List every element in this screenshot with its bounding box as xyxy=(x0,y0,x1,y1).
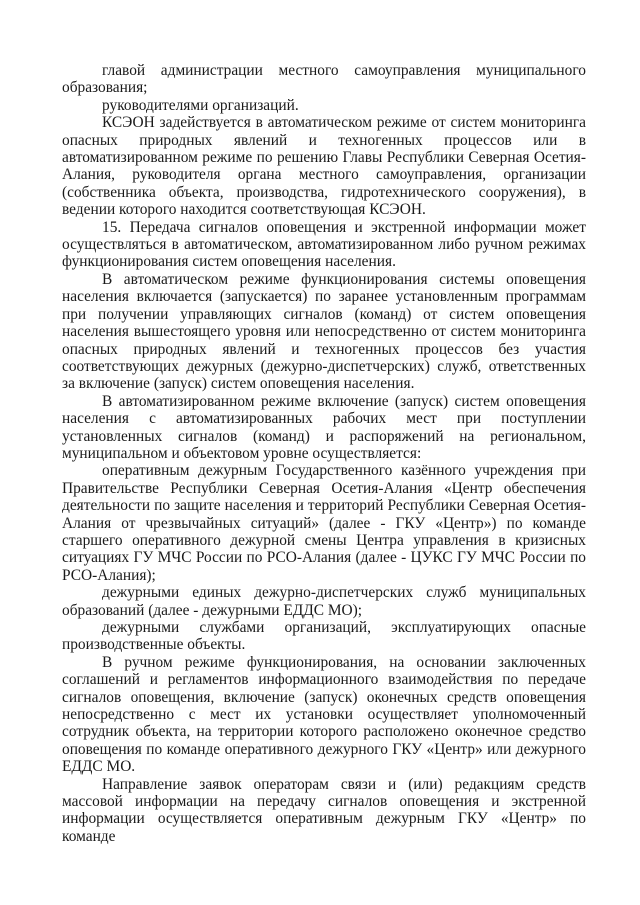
paragraph: главой администрации местного самоуправления муниципального образования; xyxy=(62,62,586,97)
paragraph: Направление заявок операторам связи и (или) редакциям средств массовой информации на передачу сигналов оповещения и экстренной информации осуществляется оперативным дежурным ГКУ «Центр» по команде xyxy=(62,775,586,845)
paragraph: оперативным дежурным Государственного казённого учреждения при Правительстве Республики Северная Осетия-Алания «Центр обеспечения деятельности по защите населения и территорий Республики Северная Осетия-Алания от чрезвычайных ситуаций» (далее - ГКУ «Центр») по команде старшего оперативного дежурной смены Центра управления в кризисных ситуациях ГУ МЧС России по РСО-Алания (далее - ЦУКС ГУ МЧС России по РСО-Алания); xyxy=(62,462,586,584)
paragraph: руководителями организаций. xyxy=(102,96,299,114)
paragraph: В автоматическом режиме функционирования системы оповещения населения включается (запускается) по заранее установленным программам при получении управляющих сигналов (команд) от систем оповещения населения вышестоящего уровня или непосредственно от систем мониторинга опасных природных явлений и техногенных процессов без участия соответствующих дежурных (дежурно-диспетчерских) служб, ответственных за включение (запуск) систем оповещения населения. xyxy=(62,270,586,393)
paragraph: В ручном режиме функционирования, на основании заключенных соглашений и регламентов информационного взаимодействия по передаче сигналов оповещения, включение (запуск) оконечных средств оповещения непосредственно с мест их установки осуществляет уполномоченный сотрудник объекта, на территории которого расположено оконечное средство оповещения по команде оперативного дежурного ГКУ «Центр» или дежурного ЕДДС МО. xyxy=(62,653,586,776)
document-page xyxy=(62,62,586,845)
paragraph: В автоматизированном режиме включение (запуск) систем оповещения населения с автоматизированных рабочих мест при поступлении установленных сигналов (команд) и распоряжений на региональном, муниципальном и объектовом уровне осуществляется: xyxy=(62,392,586,462)
paragraph: КСЭОН задействуется в автоматическом режиме от систем мониторинга опасных природных явлений и техногенных процессов или в автоматизированном режиме по решению Главы Республики Северная Осетия-Алания, руководителя органа местного самоуправления, организации (собственника объекта, производства, гидротехнического сооружения), в ведении которого находится соответствующая КСЭОН. xyxy=(62,114,586,219)
paragraph: дежурными службами организаций, эксплуатирующих опасные производственные объекты. xyxy=(62,619,586,654)
paragraph: дежурными единых дежурно-диспетчерских служб муниципальных образований (далее - дежурными ЕДДС МО); xyxy=(62,584,586,619)
paragraph: 15. Передача сигналов оповещения и экстренной информации может осуществляться в автоматическом, автоматизированном либо ручном режимах функционирования систем оповещения населения. xyxy=(62,218,586,271)
